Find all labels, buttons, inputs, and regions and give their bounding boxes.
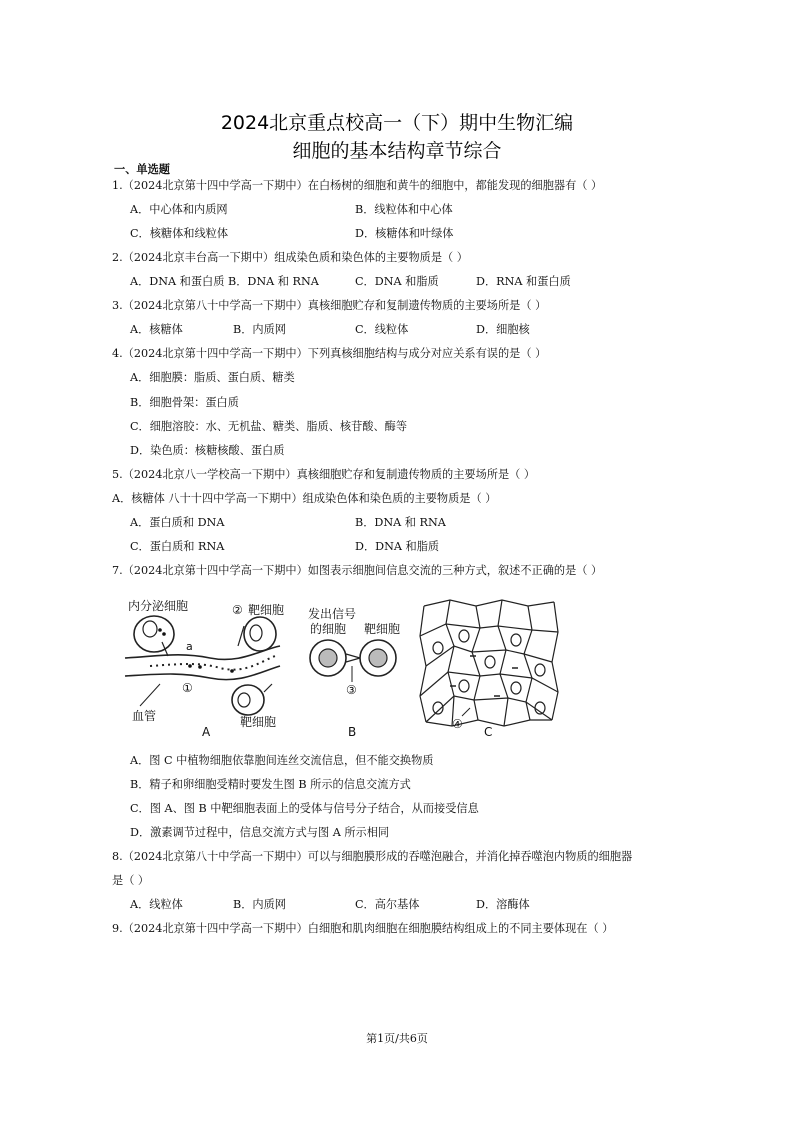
q2-option-ab: A．DNA 和蛋白质 B．DNA 和 RNA (130, 275, 319, 288)
panel-a-letter: A (202, 725, 211, 739)
q3-option-c: C．线粒体 (355, 323, 409, 336)
target-cell-2 (232, 685, 264, 715)
vessel-bottom-wall (125, 666, 280, 680)
panel-a (125, 598, 284, 739)
q1-option-b: B．线粒体和中心体 (355, 203, 453, 216)
q3-option-b: B．内质网 (233, 323, 286, 336)
question-5-stem: 5.（2024北京八一学校高一下期中）真核细胞贮存和复制遗传物质的主要场所是（ ） (112, 468, 536, 481)
q7-option-c: C．图 A、图 B 中靶细胞表面上的受体与信号分子结合，从而接受信息 (130, 802, 479, 815)
question-4-stem: 4.（2024北京第十四中学高一下期中）下列真核细胞结构与成分对应关系有误的是（ ） (112, 347, 547, 360)
q4-option-a: A．细胞膜：脂质、蛋白质、糖类 (130, 371, 295, 384)
endocrine-cell (134, 616, 174, 652)
question-2-stem: 2.（2024北京丰台高一下期中）组成染色质和染色体的主要物质是（ ） (112, 251, 468, 264)
document-title: 2024北京重点校高一（下）期中生物汇编 (220, 112, 574, 134)
question-7-stem: 7.（2024北京第十四中学高一下期中）如图表示细胞间信息交流的三种方式，叙述不正确的是（ ） (112, 564, 603, 577)
signal-cell-label-1: 发出信号 (308, 607, 357, 621)
q4-option-d: D．染色质：核糖核酸、蛋白质 (130, 444, 285, 457)
document-subtitle: 细胞的基本结构章节综合 (292, 140, 502, 162)
target-cell-label-1: 靶细胞 (248, 603, 285, 617)
q6-option-d: D．DNA 和脂质 (355, 540, 440, 553)
q1-option-a: A．中心体和内质网 (130, 203, 228, 216)
svg-text:③: ③ (346, 683, 357, 697)
q6-option-a: A．蛋白质和 DNA (130, 516, 225, 529)
target-cell-1 (244, 617, 276, 651)
q8-option-a: A．线粒体 (130, 898, 183, 911)
q7-option-a: A．图 C 中植物细胞依靠胞间连丝交流信息，但不能交换物质 (130, 754, 434, 767)
q2-option-c: C．DNA 和脂质 (355, 275, 439, 288)
q7-option-b: B．精子和卵细胞受精时要发生图 B 所示的信息交流方式 (130, 778, 411, 791)
svg-text:①: ① (182, 681, 193, 695)
question-9-stem: 9.（2024北京第十四中学高一下期中）白细胞和肌肉细胞在细胞膜结构组成上的不同主要体现在（ ） (112, 922, 614, 935)
q4-option-b: B．细胞骨架：蛋白质 (130, 396, 239, 409)
svg-text:④: ④ (452, 717, 463, 731)
q3-option-a: A．核糖体 (130, 323, 183, 336)
target-cell-label-2: 靶细胞 (240, 715, 277, 729)
question-6-stem: A．核糖体 八十十四中学高一下期中）组成染色体和染色质的主要物质是（ ） (112, 492, 497, 505)
question-3-stem: 3.（2024北京第八十中学高一下期中）真核细胞贮存和复制遗传物质的主要场所是（ ） (112, 299, 547, 312)
q6-option-c: C．蛋白质和 RNA (130, 540, 225, 553)
q3-option-d: D．细胞核 (476, 323, 530, 336)
endocrine-cell-label: 内分泌细胞 (128, 599, 189, 613)
svg-text:a: a (186, 640, 193, 653)
panel-c-letter: C (484, 725, 493, 739)
panel-c (420, 600, 558, 739)
question-1-stem: 1.（2024北京第十四中学高一下期中）在白杨树的细胞和黄牛的细胞中，都能发现的细胞器有（ ） (112, 179, 603, 192)
q8-option-d: D．溶酶体 (476, 898, 530, 911)
q6-option-b: B．DNA 和 RNA (355, 516, 446, 529)
signal-cell-label-2: 的细胞 (310, 622, 347, 636)
q1-option-d: D．核糖体和叶绿体 (355, 227, 454, 240)
q7-option-d: D．激素调节过程中，信息交流方式与图 A 所示相同 (130, 826, 390, 839)
q2-option-d: D．RNA 和蛋白质 (476, 275, 571, 288)
q8-option-b: B．内质网 (233, 898, 286, 911)
page-footer: 第1页/共6页 (366, 1032, 428, 1045)
vessel-top-wall (125, 646, 280, 659)
vessel-label: 血管 (132, 709, 157, 723)
q8-option-c: C．高尔基体 (355, 898, 420, 911)
q1-option-c: C．核糖体和线粒体 (130, 227, 229, 240)
b-target-cell-label: 靶细胞 (364, 622, 401, 636)
panel-b (308, 606, 400, 739)
svg-text:②: ② (232, 603, 243, 617)
cell-communication-figure (120, 596, 570, 742)
q4-option-c: C．细胞溶胶：水、无机盐、糖类、脂质、核苷酸、酶等 (130, 420, 408, 433)
question-8-stem: 8.（2024北京第八十中学高一下期中）可以与细胞膜形成的吞噬泡融合，并消化掉吞噬泡内物质的细胞器 (112, 850, 633, 863)
section-heading: 一、单选题 (114, 163, 170, 176)
panel-b-letter: B (348, 725, 357, 739)
question-8-stem-cont: 是（ ） (112, 874, 150, 887)
